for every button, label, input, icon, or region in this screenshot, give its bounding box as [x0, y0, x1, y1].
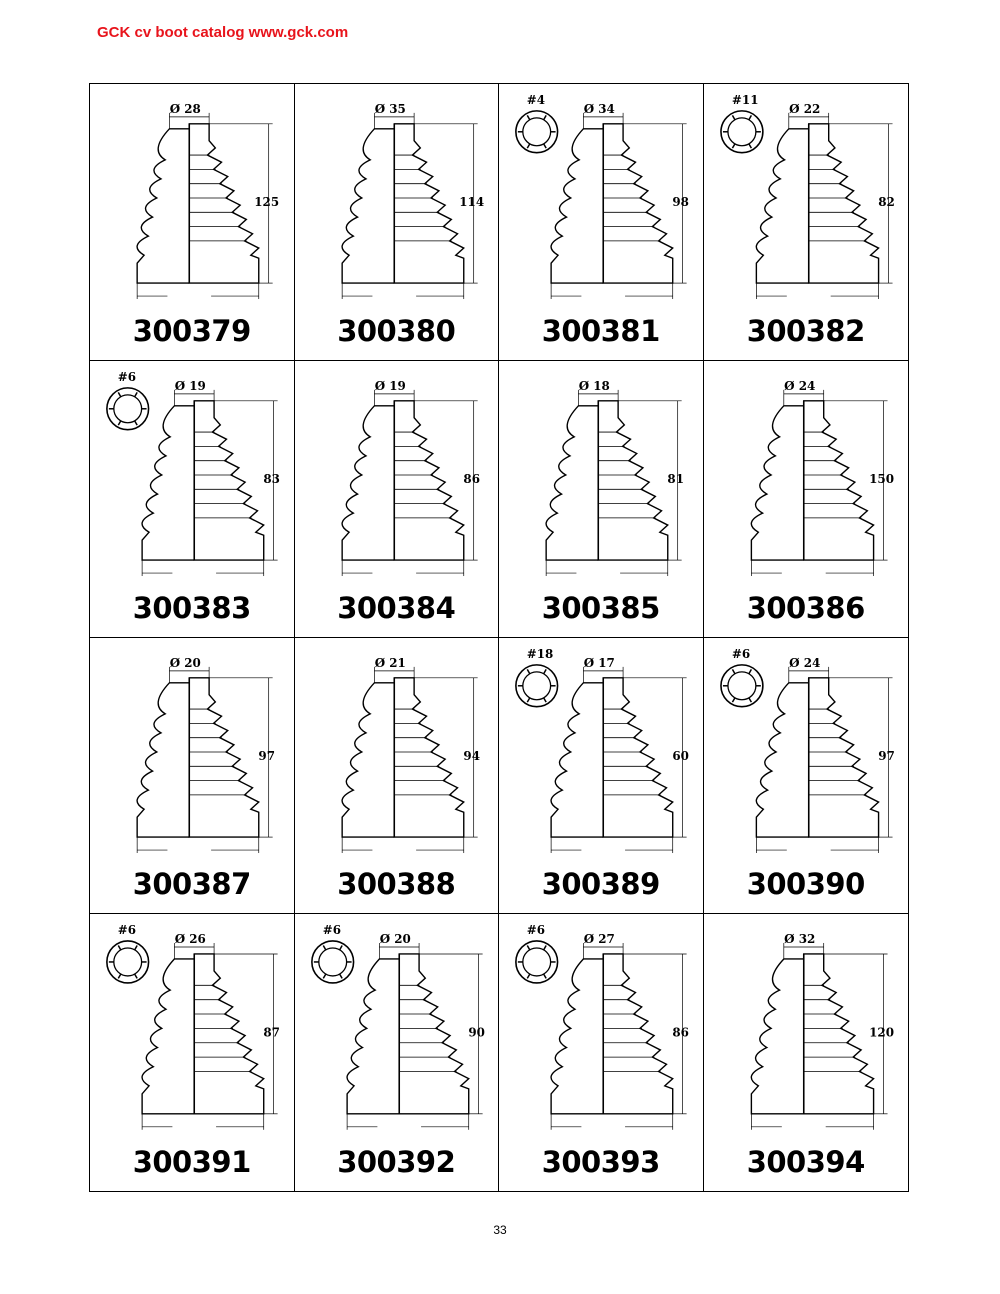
- boot-profile-right: [399, 954, 468, 1114]
- spline-count-label: #6: [731, 646, 750, 661]
- spline-ring-icon: [720, 111, 762, 153]
- boot-profile-right: [598, 401, 667, 560]
- spline-ring-icon: [720, 664, 762, 706]
- part-number: 300384: [337, 590, 456, 625]
- boot-card: [90, 361, 295, 638]
- height-label: 90: [467, 1025, 485, 1040]
- height-label: 86: [462, 471, 480, 486]
- spline-count-label: #18: [526, 646, 554, 661]
- small-diameter-label: Ø 35: [374, 101, 406, 116]
- small-diameter-label: Ø 19: [374, 378, 406, 393]
- spline-ring-icon: [516, 111, 558, 153]
- boot-card: [499, 361, 704, 638]
- boot-profile-right: [189, 677, 258, 836]
- part-number: 300382: [746, 313, 865, 348]
- boot-profile-right: [394, 124, 463, 283]
- height-label: 94: [462, 748, 480, 763]
- height-label: 87: [263, 1025, 280, 1040]
- boot-profile-right: [194, 954, 263, 1114]
- height-label: 125: [254, 194, 280, 209]
- boot-profile-left: [551, 129, 603, 283]
- height-label: 97: [877, 748, 895, 763]
- spline-ring-icon: [311, 941, 353, 983]
- boot-profile-left: [342, 406, 394, 560]
- boot-card: [90, 914, 295, 1191]
- part-number: 300390: [746, 867, 865, 902]
- catalog-header: GCK cv boot catalog www.gck.com: [97, 24, 349, 41]
- height-label: 150: [868, 471, 894, 486]
- height-label: 86: [672, 1025, 689, 1040]
- height-label: 82: [877, 194, 895, 209]
- boot-profile-left: [751, 406, 803, 560]
- part-number: 300387: [132, 867, 251, 902]
- part-number: 300381: [541, 313, 660, 348]
- part-number: 300379: [132, 313, 251, 348]
- part-number: 300386: [746, 590, 865, 625]
- boot-profile-left: [551, 682, 603, 836]
- boot-profile-left: [546, 406, 598, 560]
- small-diameter-label: Ø 22: [788, 101, 820, 116]
- height-label: 97: [258, 748, 275, 763]
- small-diameter-label: Ø 17: [583, 655, 615, 670]
- part-number: 300389: [541, 867, 660, 902]
- boot-profile-left: [142, 406, 194, 560]
- spline-count-label: #6: [117, 923, 137, 938]
- small-diameter-label: Ø 20: [169, 655, 201, 670]
- boot-profile-right: [394, 401, 463, 560]
- spline-ring-icon: [107, 388, 149, 430]
- spline-count-label: #6: [322, 923, 341, 938]
- boot-card: [295, 638, 500, 915]
- height-label: 83: [263, 471, 280, 486]
- boot-profile-left: [342, 682, 394, 836]
- part-number: 300394: [746, 1145, 865, 1179]
- boot-profile-right: [189, 124, 258, 283]
- part-number: 300388: [337, 867, 456, 902]
- spline-count-label: #4: [526, 92, 546, 107]
- small-diameter-label: Ø 32: [783, 932, 815, 947]
- small-diameter-label: Ø 24: [783, 378, 815, 393]
- small-diameter-label: Ø 26: [174, 932, 206, 947]
- boot-card: [295, 361, 500, 638]
- boot-profile-right: [603, 124, 672, 283]
- boot-card: [295, 914, 500, 1191]
- height-label: 81: [667, 471, 684, 486]
- boot-profile-left: [137, 682, 189, 836]
- boot-card: [704, 361, 909, 638]
- boot-profile-left: [342, 129, 394, 283]
- boot-card: [295, 84, 500, 361]
- height-label: 60: [672, 748, 689, 763]
- boot-profile-right: [194, 401, 263, 560]
- boot-profile-right: [603, 954, 672, 1114]
- boot-profile-right: [394, 677, 463, 836]
- spline-ring-icon: [516, 664, 558, 706]
- part-number: 300383: [132, 590, 251, 625]
- small-diameter-label: Ø 27: [583, 932, 615, 947]
- small-diameter-label: Ø 24: [788, 655, 820, 670]
- product-grid: [89, 83, 909, 1192]
- part-number: 300392: [337, 1145, 456, 1179]
- page-number: 33: [493, 1223, 507, 1237]
- boot-card: [704, 84, 909, 361]
- boot-profile-right: [803, 401, 873, 560]
- boot-profile-left: [142, 959, 194, 1114]
- small-diameter-label: Ø 19: [174, 378, 206, 393]
- spline-ring-icon: [516, 941, 558, 983]
- part-number: 300391: [132, 1145, 251, 1179]
- boot-profile-left: [756, 129, 808, 283]
- boot-profile-left: [137, 129, 189, 283]
- boot-profile-right: [808, 677, 878, 836]
- spline-count-label: #6: [117, 369, 137, 384]
- boot-profile-right: [808, 124, 878, 283]
- small-diameter-label: Ø 18: [578, 378, 610, 393]
- spline-count-label: #6: [526, 923, 546, 938]
- height-label: 114: [458, 194, 484, 209]
- boot-profile-left: [347, 959, 399, 1114]
- boot-card: [704, 638, 909, 915]
- part-number: 300385: [541, 590, 660, 625]
- boot-profile-left: [551, 959, 603, 1114]
- boot-card: [499, 638, 704, 915]
- spline-count-label: #11: [731, 92, 759, 107]
- boot-card: [499, 84, 704, 361]
- spline-ring-icon: [107, 941, 149, 983]
- height-label: 120: [868, 1025, 894, 1040]
- small-diameter-label: Ø 21: [374, 655, 406, 670]
- boot-card: [704, 914, 909, 1191]
- height-label: 98: [672, 194, 689, 209]
- boot-card: [499, 914, 704, 1191]
- boot-profile-right: [603, 677, 672, 836]
- boot-card: [90, 84, 295, 361]
- boot-profile-right: [803, 954, 873, 1114]
- part-number: 300380: [337, 313, 456, 348]
- small-diameter-label: Ø 34: [583, 101, 615, 116]
- small-diameter-label: Ø 28: [169, 101, 201, 116]
- boot-card: [90, 638, 295, 915]
- boot-profile-left: [751, 959, 803, 1114]
- small-diameter-label: Ø 20: [379, 932, 411, 947]
- boot-profile-left: [756, 682, 808, 836]
- part-number: 300393: [541, 1145, 660, 1179]
